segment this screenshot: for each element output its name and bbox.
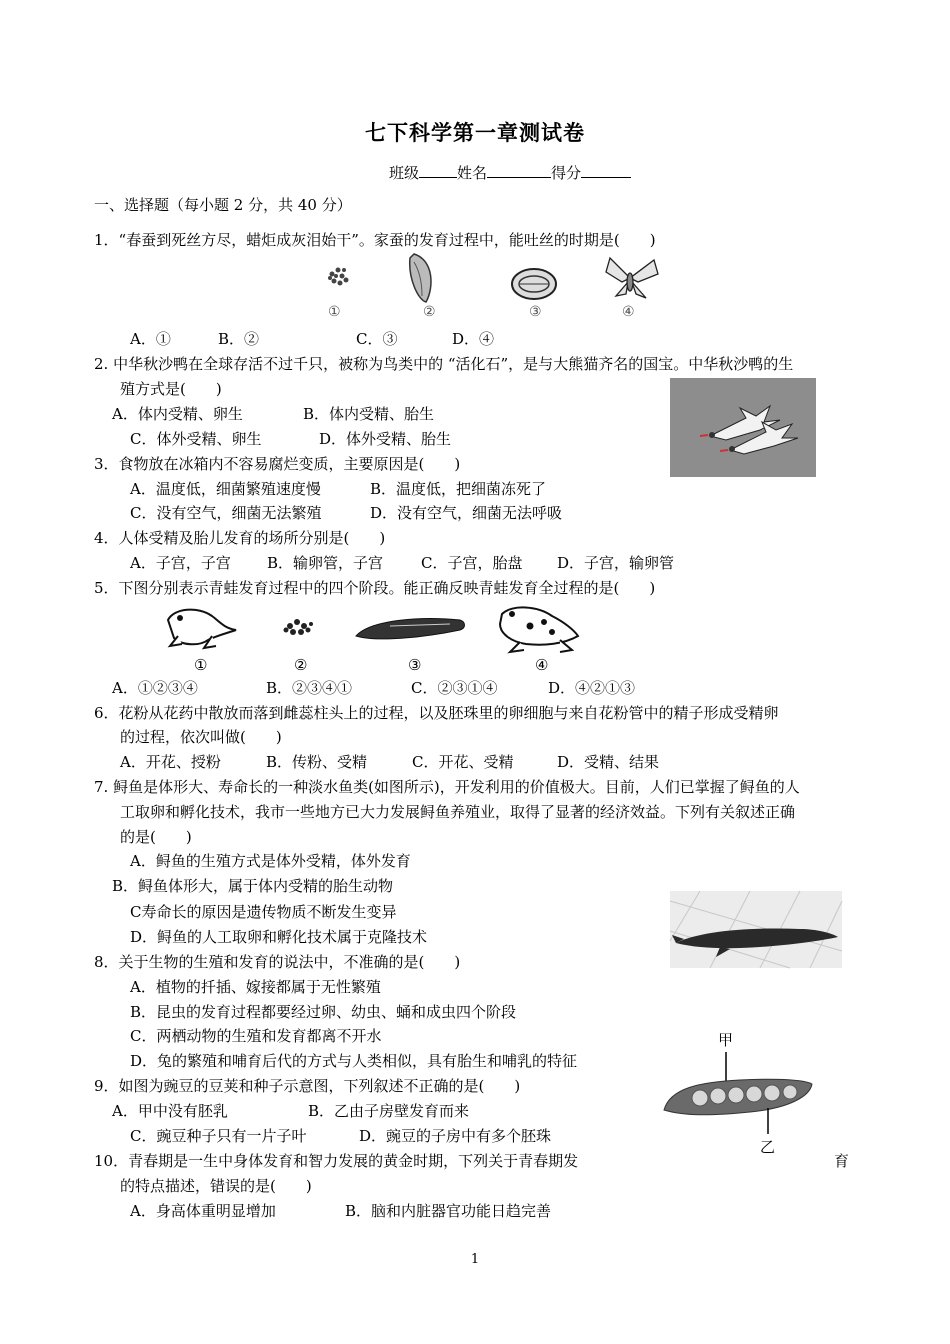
q6-line1: 6．花粉从花药中散放而落到雌蕊柱头上的过程，以及胚珠里的卵细胞与来自花粉管中的精子形成受精卵	[94, 704, 779, 722]
q5-stem: 5．下图分别表示青蛙发育过程中的四个阶段。能正确反映青蛙发育全过程的是( )	[94, 579, 656, 597]
q4-stem: 4．人体受精及胎儿发育的场所分别是( )	[94, 529, 386, 547]
pea-pod-drawing	[660, 1048, 820, 1148]
q5-caption-1: ①	[194, 656, 208, 674]
q6-option-d: D．受精、结果	[557, 753, 660, 771]
q3-option-b: B．温度低，把细菌冻死了	[370, 480, 547, 498]
q8-stem: 8．关于生物的生殖和发育的说法中，不准确的是( )	[94, 953, 461, 971]
q5-option-a: A．①②③④	[112, 679, 198, 697]
tadpole-icon	[356, 619, 465, 639]
score-label: 得分	[551, 164, 582, 182]
sturgeon-fish-icon	[670, 891, 842, 968]
froglet-icon	[168, 610, 236, 648]
q7-option-d: D．鲟鱼的人工取卵和孵化技术属于克隆技术	[130, 928, 428, 946]
q3-stem: 3．食物放在冰箱内不容易腐烂变质，主要原因是( )	[94, 455, 461, 473]
q2-option-d: D．体外受精、胎生	[319, 430, 452, 448]
q10-option-a: A．身高体重明显增加	[130, 1202, 276, 1220]
section-heading: 一、选择题（每小题 2 分，共 40 分）	[94, 196, 352, 214]
q9-option-b: B．乙由子房壁发育而来	[308, 1102, 470, 1120]
name-blank	[487, 163, 551, 178]
q9-option-c: C．豌豆种子只有一片子叶	[130, 1127, 307, 1145]
q1-stem: 1．“春蚕到死丝方尽，蜡炬成灰泪始干”。家蚕的发育过程中，能吐丝的时期是( )	[94, 231, 656, 249]
q7-option-c: C寿命长的原因是遗传物质不断发生变异	[130, 903, 397, 921]
merganser-photo	[670, 378, 816, 477]
q1-option-b: B．②	[218, 330, 260, 348]
class-label: 班级	[389, 164, 420, 182]
frog-stages-drawing	[160, 600, 590, 656]
q6-option-c: C．开花、受精	[412, 753, 514, 771]
q4-option-a: A．子宫，子宫	[130, 554, 231, 572]
q7-option-b: B．鲟鱼体形大，属于体内受精的胎生动物	[112, 877, 394, 895]
q10-line2: 的特点描述，错误的是( )	[120, 1177, 312, 1195]
q6-option-b: B．传粉、受精	[266, 753, 368, 771]
silkworm-moth-icon	[606, 258, 658, 298]
q5-option-d: D．④②①③	[548, 679, 636, 697]
q2-option-b: B．体内受精、胎生	[303, 405, 435, 423]
q1-caption-1: ①	[328, 304, 341, 320]
q1-option-d: D．④	[452, 330, 495, 348]
q7-option-a: A．鲟鱼的生殖方式是体外受精，体外发育	[130, 852, 411, 870]
q10-option-b: B．脑和内脏器官功能日趋完善	[345, 1202, 552, 1220]
q2-line1: 2. 中华秋沙鸭在全球存活不过千只，被称为鸟类中的 “活化石”，是与大熊猫齐名的国宝。中华秋沙鸭的生	[94, 355, 794, 373]
adult-frog-icon	[500, 607, 578, 652]
q8-option-a: A．植物的扦插、嫁接都属于无性繁殖	[130, 978, 381, 996]
q2-line2: 殖方式是( )	[120, 380, 222, 398]
class-blank	[419, 163, 457, 178]
q2-option-c: C．体外受精、卵生	[130, 430, 262, 448]
silkworm-larva-icon	[410, 254, 431, 302]
q8-option-d: D．兔的繁殖和哺育后代的方式与人类相似，具有胎生和哺乳的特征	[130, 1052, 578, 1070]
q8-option-c: C．两栖动物的生殖和发育都离不开水	[130, 1027, 382, 1045]
q4-option-c: C．子宫，胎盘	[421, 554, 523, 572]
q1-caption-3: ③	[529, 304, 542, 320]
silkworm-stages-drawing	[310, 248, 670, 308]
q2-option-a: A．体内受精、卵生	[112, 405, 243, 423]
q4-option-b: B．输卵管，子宫	[267, 554, 384, 572]
q10-line1-tail: 育	[834, 1152, 850, 1170]
q10-line1: 10．青春期是一生中身体发育和智力发展的黄金时期，下列关于青春期发	[94, 1152, 579, 1170]
silkworm-egg-icon	[328, 268, 349, 286]
q6-line2: 的过程，依次叫做( )	[120, 728, 282, 746]
label-jia: 甲	[718, 1031, 734, 1049]
q8-option-b: B．昆虫的发育过程都要经过卵、幼虫、蛹和成虫四个阶段	[130, 1003, 517, 1021]
q1-caption-2: ②	[423, 304, 436, 320]
q3-option-a: A．温度低，细菌繁殖速度慢	[130, 480, 321, 498]
silkworm-stage-figure	[310, 248, 670, 328]
q5-option-b: B．②③④①	[266, 679, 353, 697]
q5-caption-2: ②	[294, 656, 308, 674]
page-title: 七下科学第一章测试卷	[365, 120, 585, 145]
q1-option-a: A．①	[130, 330, 171, 348]
score-blank	[581, 163, 631, 178]
q5-option-c: C．②③①④	[411, 679, 498, 697]
student-info-line	[389, 163, 631, 183]
pea-pod-figure	[660, 1048, 820, 1148]
frog-stage-figure	[160, 600, 590, 656]
q9-option-a: A．甲中没有胚乳	[112, 1102, 228, 1120]
frog-egg-icon	[284, 619, 314, 635]
q7-line2: 工取卵和孵化技术，我市一些地方已大力发展鲟鱼养殖业，取得了显著的经济效益。下列有关叙述正确	[120, 803, 796, 821]
q7-line3: 的是( )	[120, 828, 192, 846]
q5-caption-3: ③	[408, 656, 422, 674]
q1-option-c: C．③	[356, 330, 398, 348]
q9-option-d: D．豌豆的子房中有多个胚珠	[359, 1127, 552, 1145]
label-yi: 乙	[760, 1138, 776, 1156]
flying-duck-icon	[670, 378, 816, 477]
q4-option-d: D．子宫，输卵管	[557, 554, 675, 572]
q7-line1: 7. 鲟鱼是体形大、寿命长的一种淡水鱼类(如图所示)，开发利用的价值极大。目前，人们已掌握了鲟鱼的人	[94, 778, 800, 796]
sturgeon-photo	[670, 891, 842, 968]
page-number: 1	[470, 1252, 480, 1267]
q9-stem: 9．如图为豌豆的豆荚和种子示意图，下列叙述不正确的是( )	[94, 1077, 521, 1095]
q1-caption-4: ④	[622, 304, 635, 320]
q3-option-c: C．没有空气，细菌无法繁殖	[130, 504, 322, 522]
name-label: 姓名	[457, 164, 488, 182]
silkworm-cocoon-icon	[512, 269, 556, 299]
q5-caption-4: ④	[535, 656, 549, 674]
q3-option-d: D．没有空气，细菌无法呼吸	[370, 504, 563, 522]
q6-option-a: A．开花、授粉	[120, 753, 221, 771]
